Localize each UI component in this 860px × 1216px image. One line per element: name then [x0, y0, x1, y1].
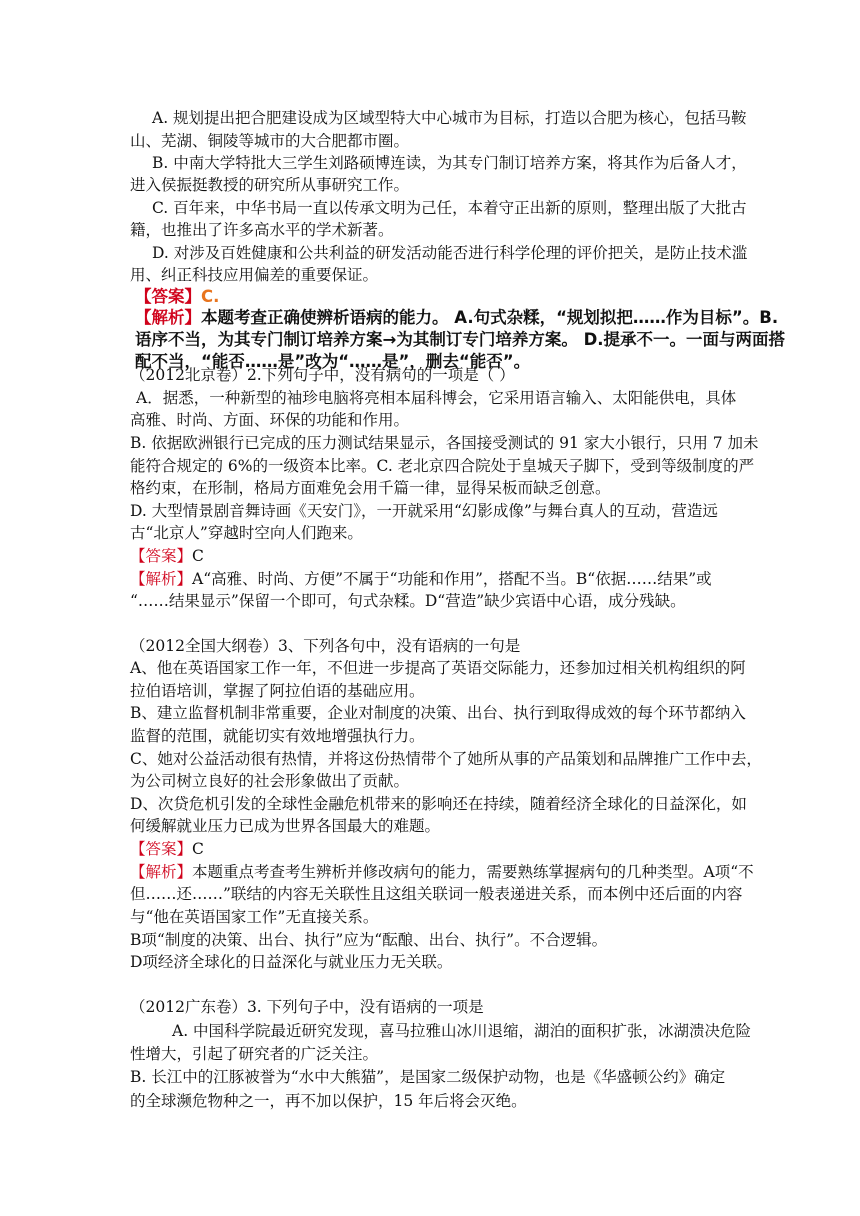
analysis-line: [135, 307, 778, 329]
option-d-line: D. 大型情景剧音舞诗画《天安门》，一开就采用“幻影成像”与舞台真人的互动，营造远: [130, 502, 718, 520]
option-b-line: 的全球濒危物种之一，再不加以保护，15 年后将会灭绝。: [130, 1092, 527, 1110]
option-a-line: 性增大，引起了研究者的广泛关注。: [130, 1045, 379, 1063]
analysis-line: [130, 568, 712, 590]
option-d-line: 古“北京人”穿越时空向人们跑来。: [130, 524, 363, 542]
option-c-line: 为公司树立良好的社会形象做出了贡献。: [130, 772, 410, 790]
option-d-line: 何缓解就业压力已成为世界各国最大的难题。: [130, 817, 441, 835]
analysis-label: 【解析】: [130, 570, 193, 588]
analysis-text: 与“他在英语国家工作”无直接关系。: [130, 908, 379, 926]
analysis-text: 但……还……”联结的内容无关联性且这组关联词一般表递进关系，而本例中还后面的内容: [130, 885, 743, 903]
option-c-line: 籍，也推出了许多高水平的学术新著。: [130, 221, 394, 239]
option-a-line: 拉伯语培训，掌握了阿拉伯语的基础应用。: [130, 682, 425, 700]
option-a-line: 山、芜湖、铜陵等城市的大合肥都市圈。: [130, 132, 410, 150]
option-b-line: B. 依据欧洲银行已完成的压力测试结果显示，各国接受测试的 91 家大小银行，只用 7 加未: [130, 434, 759, 452]
analysis-text: B项“制度的决策、出台、执行”应为“酝酿、出台、执行”。不合逻辑。: [130, 931, 608, 949]
analysis-text: 本题重点考查考生辨析并修改病句的能力，需要熟练掌握病句的几种类型。A项“不: [192, 863, 754, 881]
answer-line: [135, 286, 219, 308]
option-a-line: A. 中国科学院最近研究发现，喜马拉雅山冰川退缩，湖泊的面积扩张，冰湖溃决危险: [172, 1022, 752, 1040]
analysis-line: [130, 861, 754, 883]
option-a-line: A、他在英语国家工作一年，不但进一步提高了英语交际能力，还参加过相关机构组织的阿: [130, 659, 746, 677]
analysis-text: “……结果显示”保留一个即可，句式杂糅。D“营造”缺少宾语中心语，成分残缺。: [130, 592, 686, 610]
option-bc-line: 能符合规定的 6%的一级资本比率。C. 老北京四合院处于皇城天子脚下，受到等级制度的严: [130, 457, 755, 475]
analysis-label: 【解析】: [130, 863, 193, 881]
option-a-line: 高雅、时尚、方面、环保的功能和作用。: [130, 411, 410, 429]
option-b-line: 监督的范围，就能切实有效地增强执行力。: [130, 727, 425, 745]
answer-value: C: [192, 840, 204, 858]
answer-line: [130, 545, 204, 567]
answer-line: [130, 838, 204, 860]
option-c-line: 格约束，在形制，格局方面难免会用千篇一律，显得呆板而缺乏创意。: [130, 479, 611, 497]
option-c-line: C、她对公益活动很有热情，并将这份热情带个了她所从事的产品策划和品牌推广工作中去，: [130, 750, 762, 768]
question-title: （2012北京卷）2.下列句子中，没有病句的一项是（ ）: [130, 366, 515, 384]
option-b-line: 进入侯振挺教授的研究所从事研究工作。: [130, 176, 410, 194]
analysis-text: 配不当，“能否……是”改为“……是”，删去“能否”。: [135, 352, 531, 371]
option-b-line: B、建立监督机制非常重要，企业对制度的决策、出台、执行到取得成效的每个环节都纳入: [130, 704, 746, 722]
answer-label: 【答案】: [130, 547, 193, 565]
option-d-line: D、次贷危机引发的全球性金融危机带来的影响还在持续，随着经济全球化的日益深化，如: [130, 795, 747, 813]
analysis-text: 语序不当，为其专门制订培养方案→为其制订专门培养方案。 D.提承不一。一面与两面搭: [135, 330, 786, 349]
analysis-text: A“高雅、时尚、方便”不属于“功能和作用”，搭配不当。B“依据……结果”或: [192, 570, 712, 588]
analysis-label: 【解析】: [135, 308, 201, 327]
option-b-line: B. 长江中的江豚被誉为“水中大熊猫”，是国家二级保护动物，也是《华盛顿公约》确定: [130, 1068, 726, 1086]
analysis-text: D项经济全球化的日益深化与就业压力无关联。: [130, 953, 453, 971]
answer-value: C.: [201, 287, 220, 306]
analysis-text: 本题考查正确使辨析语病的能力。 A.句式杂糅，“规划拟把……作为目标”。B.: [201, 308, 779, 327]
answer-value: C: [192, 547, 204, 565]
option-d-line: 用、纠正科技应用偏差的重要保证。: [130, 266, 379, 284]
option-d-line: D. 对涉及百姓健康和公共利益的研发活动能否进行科学伦理的评价把关，是防止技术滥: [152, 244, 748, 262]
answer-label: 【答案】: [130, 840, 193, 858]
answer-label: 【答案】: [135, 287, 201, 306]
question-title: （2012广东卷）3. 下列句子中，没有语病的一项是: [130, 998, 484, 1016]
option-c-line: C. 百年来，中华书局一直以传承文明为己任，本着守正出新的原则，整理出版了大批古: [152, 199, 747, 217]
option-b-line: B. 中南大学特批大三学生刘路硕博连读，为其专门制订培养方案，将其作为后备人才，: [152, 154, 747, 172]
option-a-line: A．据悉，一种新型的袖珍电脑将亮相本届科博会，它采用语言输入、太阳能供电，具体: [136, 389, 737, 407]
question-title: （2012全国大纲卷）3、下列各句中，没有语病的一句是: [130, 637, 521, 655]
option-a-line: A. 规划提出把合肥建设成为区域型特大中心城市为目标，打造以合肥为核心，包括马鞍: [152, 109, 747, 127]
